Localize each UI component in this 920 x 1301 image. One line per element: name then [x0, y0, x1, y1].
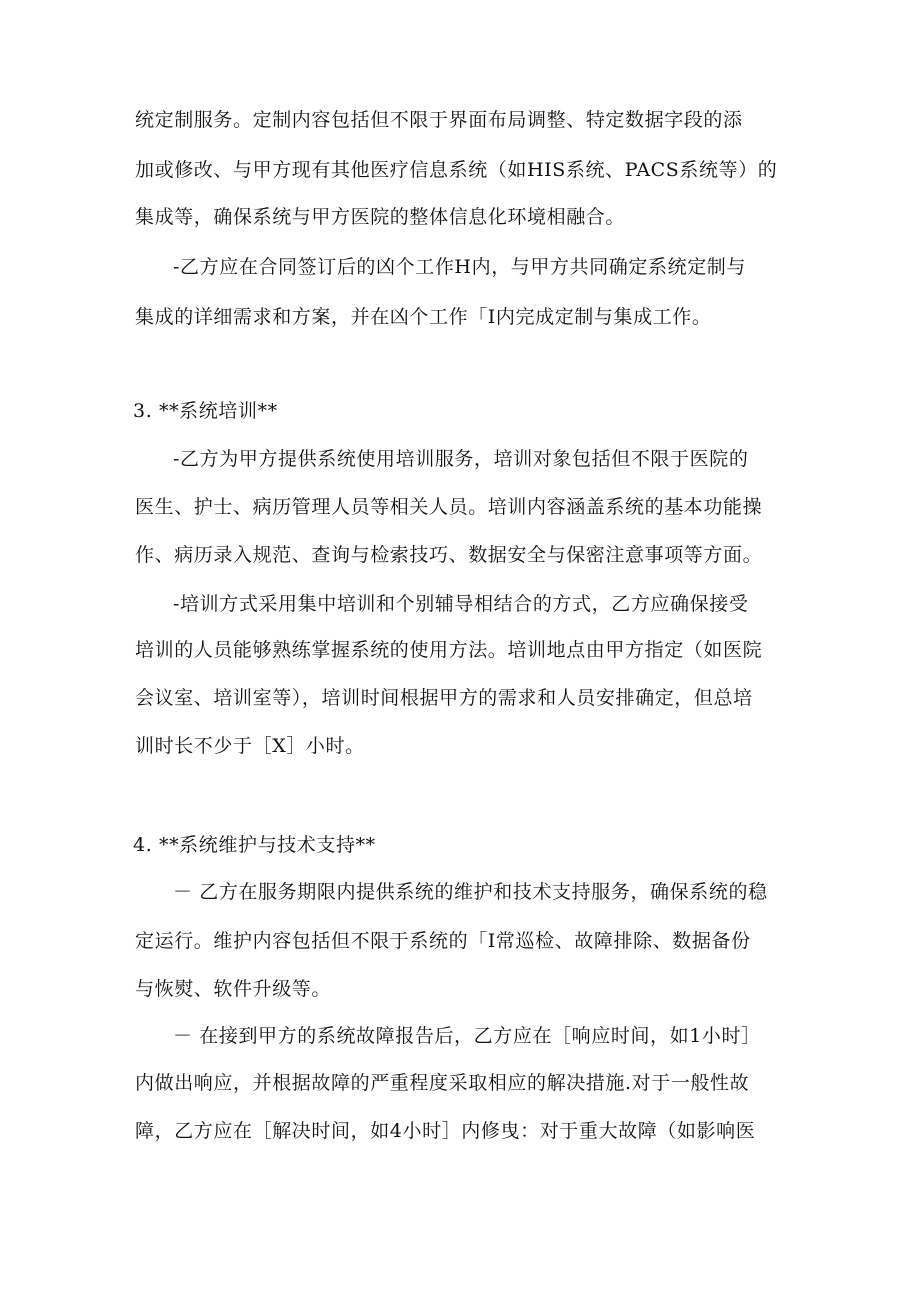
paragraph-line: 作、病历录入规范、查询与检索技巧、数据安全与保密注意事项等方面。	[135, 544, 763, 566]
paragraph-line: 集成的详细需求和方案，并在凶个工作「I内完成定制与集成工作。	[135, 306, 712, 328]
paragraph-line: 医生、护士、病历管理人员等相关人员。培训内容涵盖系统的基本功能操	[135, 496, 763, 518]
paragraph-line: 培训的人员能够熟练掌握系统的使用方法。培训地点由甲方指定（如医院	[135, 639, 763, 661]
paragraph-line: 集成等，确保系统与甲方医院的整体信息化环境相融合。	[135, 206, 626, 228]
paragraph-line: － 在接到甲方的系统故障报告后，乙方应在［响应时间，如1小时］	[173, 1025, 761, 1047]
paragraph-line: -乙方为甲方提供系统使用培训服务，培训对象包括但不限于医院的	[173, 448, 749, 470]
paragraph-line: 统定制服务。定制内容包括但不限于界面布局调整、特定数据字段的添	[135, 109, 743, 131]
paragraph-line: － 乙方在服务期限内提供系统的维护和技术支持服务，确保系统的稳	[173, 881, 768, 903]
paragraph-line: 与恢熨、软件升级等。	[135, 978, 332, 1000]
paragraph-line: 定运行。维护内容包括但不限于系统的「I常巡检、故障排除、数据备份	[135, 930, 751, 952]
paragraph-line: 加或修改、与甲方现有其他医疗信息系统（如HIS系统、PACS系统等）的	[135, 159, 778, 181]
section-heading: 3. **系统培训**	[133, 400, 278, 422]
paragraph-line: 训时长不少于［X］小时。	[135, 735, 365, 757]
section-heading: 4. **系统维护与技术支持**	[133, 834, 376, 856]
paragraph-line: -乙方应在合同签订后的凶个工作H内，与甲方共同确定系统定制与	[173, 256, 746, 278]
paragraph-line: -培训方式采用集中培训和个别辅导相结合的方式，乙方应确保接受	[173, 593, 749, 615]
paragraph-line: 内做出响应，并根据故障的严重程度采取相应的解决措施.对于一般性故	[135, 1072, 750, 1094]
paragraph-line: 会议室、培训室等），培训时间根据甲方的需求和人员安排确定，但总培	[135, 687, 753, 709]
paragraph-line: 障，乙方应在［解决时间，如4小时］内修曳：对于重大故障（如影响医	[135, 1120, 756, 1142]
